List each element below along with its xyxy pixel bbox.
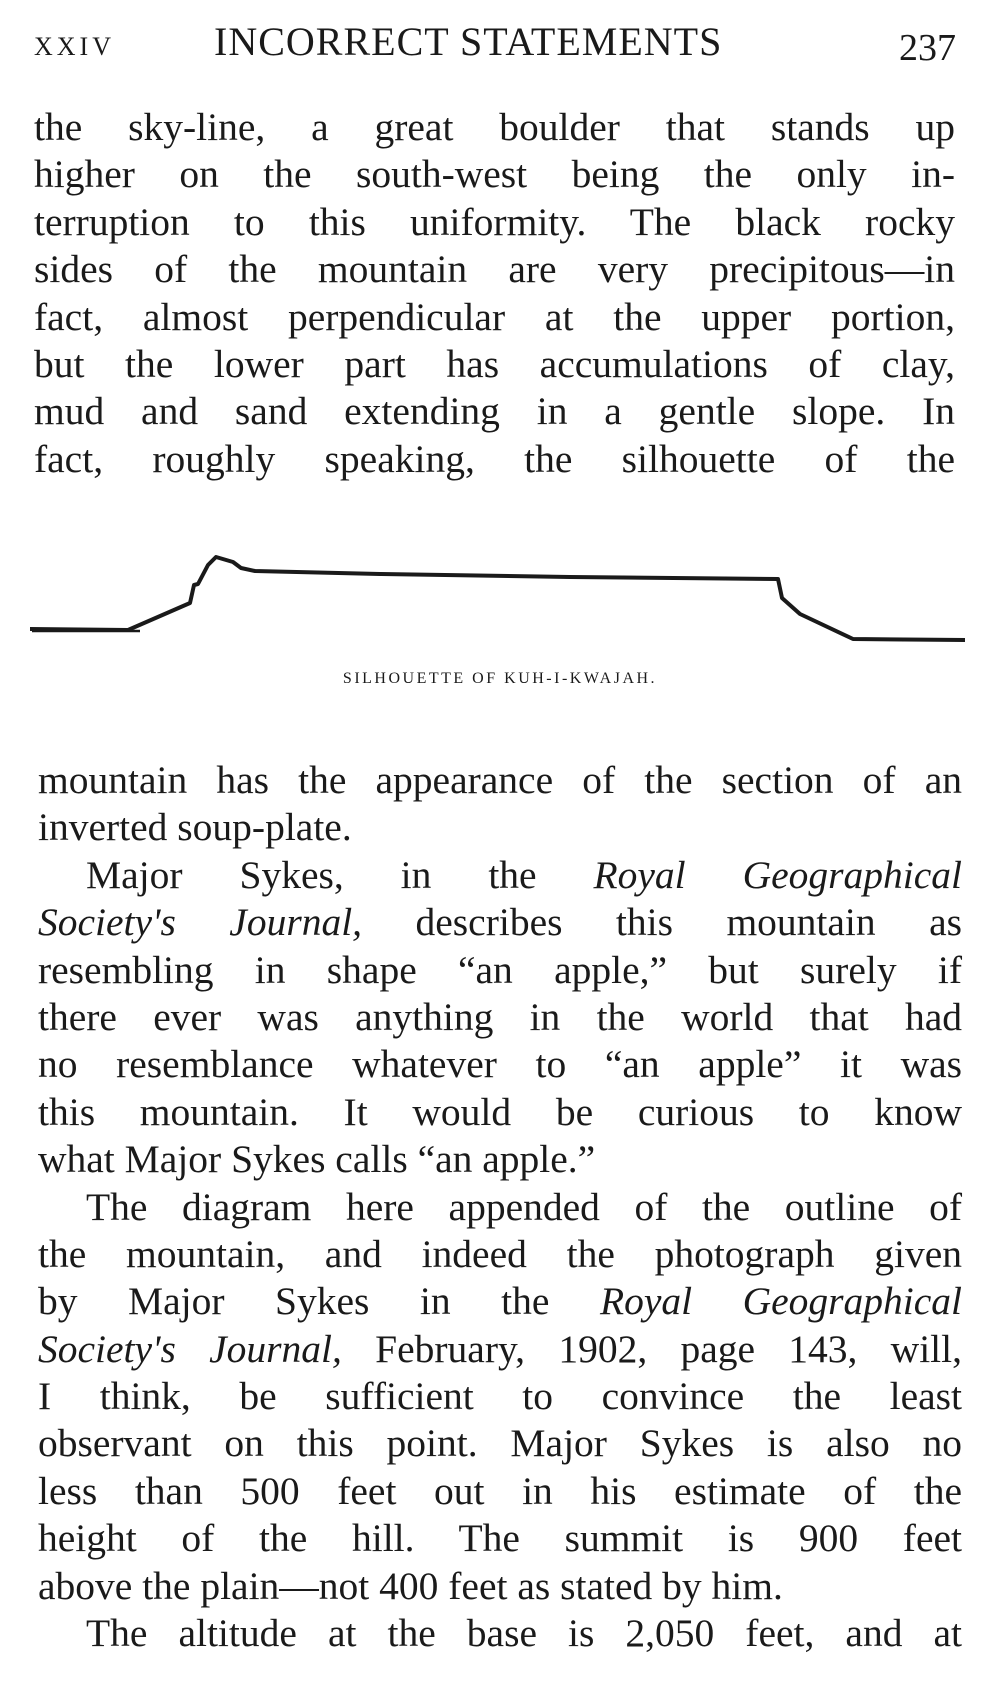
text-line: terruption to this uniformity. The black rocky xyxy=(34,199,955,244)
italic-journal-title: Society's Journal, xyxy=(38,900,363,945)
chapter-number: XXIV xyxy=(34,32,115,61)
running-header xyxy=(34,14,956,70)
text-line: fact, roughly speaking, the silhouette of the xyxy=(34,436,955,481)
italic-journal-title: Royal Geographical xyxy=(593,852,962,897)
text-line: fact, almost perpendicular at the upper portion, xyxy=(34,294,955,339)
text-line: The altitude at the base is 2,050 feet, and at xyxy=(86,1611,962,1656)
text-line: resembling in shape “an apple,” but surely if xyxy=(38,947,962,992)
text-line: mountain has the appearance of the section of an xyxy=(38,758,962,802)
mountain-silhouette-figure xyxy=(30,530,965,660)
italic-journal-title: Royal Geographical xyxy=(599,1279,963,1324)
text-run: February, 1902, page 143, will, xyxy=(375,1326,962,1371)
text-line: no resemblance whatever to “an apple” it was xyxy=(38,1042,962,1087)
running-title: INCORRECT STATEMENTS xyxy=(214,19,723,64)
text-line: I think, be sufficient to convince the least xyxy=(38,1374,962,1419)
text-line: but the lower part has accumulations of clay, xyxy=(34,341,955,386)
figure-caption: SILHOUETTE OF KUH-I-KWAJAH. xyxy=(342,670,658,687)
text-line: sides of the mountain are very precipitous—in xyxy=(34,247,955,292)
text-line: higher on the south-west being the only in- xyxy=(34,152,955,197)
text-line: what Major Sykes calls “an apple.” xyxy=(38,1137,596,1182)
page-number: 237 xyxy=(899,27,956,69)
italic-journal-title: Society's Journal, xyxy=(38,1326,342,1371)
text-line: the sky-line, a great boulder that stands up xyxy=(34,105,955,149)
text-line xyxy=(38,1326,962,1373)
text-run: Major Sykes, in the xyxy=(86,852,537,897)
text-line: The diagram here appended of the outline of xyxy=(86,1184,962,1229)
text-line xyxy=(38,852,962,899)
paragraphs-main xyxy=(38,757,962,1657)
text-line: height of the hill. The summit is 900 feet xyxy=(38,1516,962,1561)
silhouette-drawing xyxy=(30,530,965,660)
text-line: less than 500 feet out in his estimate of the xyxy=(38,1468,962,1513)
text-line: above the plain—not 400 feet as stated by him. xyxy=(38,1563,783,1608)
text-line xyxy=(38,1278,962,1325)
text-line: observant on this point. Major Sykes is also no xyxy=(38,1421,962,1466)
text-line: the mountain, and indeed the photograph given xyxy=(38,1231,962,1276)
text-line: there ever was anything in the world that had xyxy=(38,994,962,1039)
text-run: describes this mountain as xyxy=(415,900,962,945)
text-line: this mountain. It would be curious to know xyxy=(38,1089,962,1134)
text-line: inverted soup-plate. xyxy=(38,805,352,850)
text-run: by Major Sykes in the xyxy=(38,1279,550,1324)
silhouette-outline xyxy=(30,557,965,640)
text-line: mud and sand extending in a gentle slope. In xyxy=(34,389,955,434)
paragraph-continued xyxy=(34,104,955,483)
text-line xyxy=(38,899,962,946)
